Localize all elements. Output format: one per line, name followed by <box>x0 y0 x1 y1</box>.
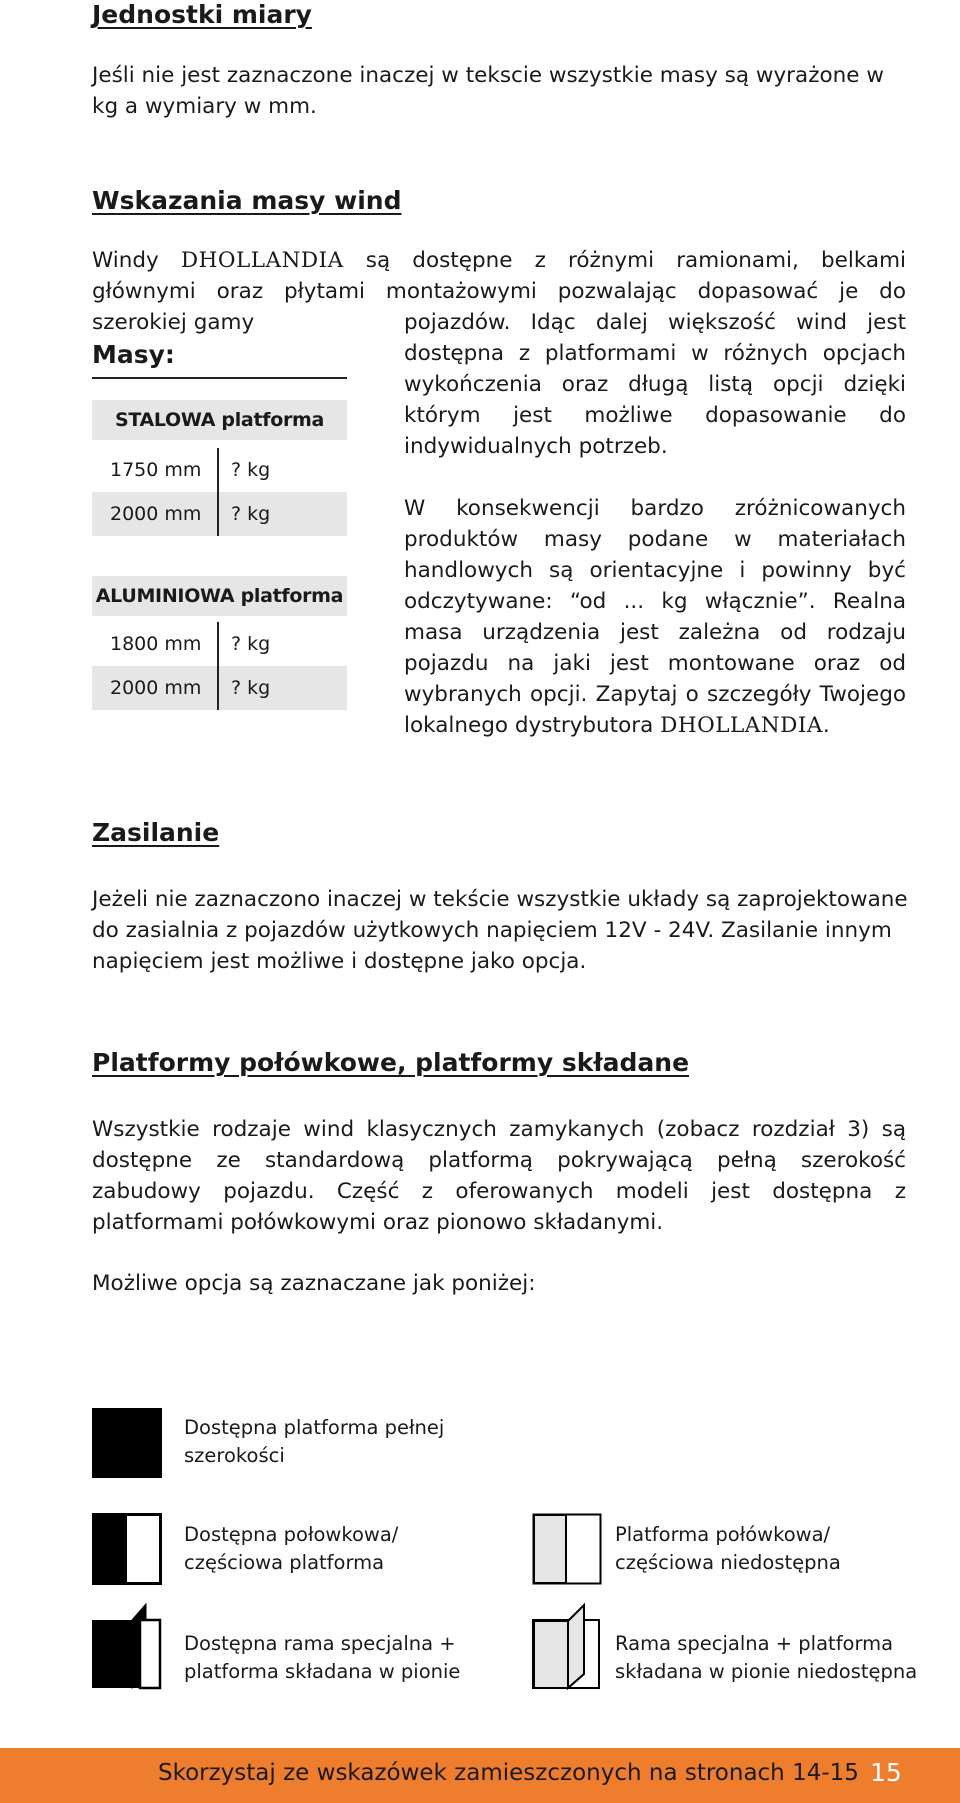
masses-paragraph-2: W konsekwencji bardzo zróżnicowanych produktów masy podane w materiałach handlowych są orientacyjne i powinny być odczytywane: “od ... kg włącznie”. Realna masa urządzenia jest zależna od rodzaju pojazdu na jaki jest montowane oraz od wybranych opcji. Zapytaj o szczegóły Twojego lokalnego dystrybutora DHOLLANDIA. <box>404 496 906 738</box>
folding-platform-unavailable-icon <box>532 1602 602 1690</box>
row-weight: ? kg <box>231 459 271 481</box>
row-weight: ? kg <box>231 677 271 699</box>
units-heading: Jednostki miary <box>92 0 312 29</box>
footer-text: Skorzystaj ze wskazówek zamieszczonych na stronach 14-15 <box>158 1760 859 1786</box>
table-row <box>92 666 347 710</box>
platforms-heading: Platformy połówkowe, platformy składane <box>92 1048 690 1077</box>
brand-name: DHOLLANDIA <box>660 713 823 738</box>
table-row <box>92 622 347 666</box>
row-length: 2000 mm <box>92 666 219 710</box>
legend-intro: Możliwe opcja są zaznaczane jak poniżej: <box>92 1271 536 1296</box>
table-row <box>92 492 347 536</box>
steel-table-header: STALOWA platforma <box>92 400 347 440</box>
page-number: 15 <box>870 1758 902 1787</box>
legend-half-unavailable: Platforma połówkowa/ częściowa niedostępna <box>615 1523 841 1574</box>
power-text: Jeżeli nie zaznaczono inaczej w tekście wszystkie układy są zaprojektowane do zasialnia z pojazdów użytkowych napięciem 12V - 24V. Zasilanie innym napięciem jest możliwe i dostępne jako opcja. <box>92 887 908 974</box>
legend-fold-available: Dostępna rama specjalna + platforma składana w pionie <box>184 1632 461 1683</box>
masses-table-title: Masy: <box>92 340 175 369</box>
row-length: 1750 mm <box>92 448 219 492</box>
row-length: 2000 mm <box>92 492 219 536</box>
footer-bar <box>0 1748 960 1803</box>
masses-paragraph-1: pojazdów. Idąc dalej większość wind jest dostępna z platformami w różnych opcjach wykończenia oraz długą listą opcji dzięki którym jest możliwe dopasowanie do indywidualnych potrzeb. <box>404 310 906 459</box>
masses-heading: Wskazania masy wind <box>92 186 402 215</box>
table-row <box>92 448 347 492</box>
full-platform-icon <box>92 1408 162 1478</box>
brand-name: DHOLLANDIA <box>180 248 344 273</box>
platforms-text: Wszystkie rodzaje wind klasycznych zamykanych (zobacz rozdział 3) są dostępne ze standardową platformą pokrywającą pełną szerokość zabudowy pojazdu. Część z oferowanych modeli jest dostępna z platformami połówkowymi oraz pionowo składanymi. <box>92 1117 906 1235</box>
half-platform-unavailable-icon <box>532 1513 602 1585</box>
aluminium-table-header: ALUMINIOWA platforma <box>92 576 347 616</box>
legend-full-available: Dostępna platforma pełnej szerokości <box>184 1416 445 1467</box>
masses-right-column <box>404 307 906 741</box>
folding-platform-available-icon <box>92 1602 162 1690</box>
row-weight: ? kg <box>231 503 271 525</box>
half-platform-available-icon <box>92 1513 162 1585</box>
power-heading: Zasilanie <box>92 818 220 847</box>
row-weight: ? kg <box>231 633 271 655</box>
masses-table-rule <box>92 377 347 379</box>
legend-half-available: Dostępna połowkowa/ częściowa platforma <box>184 1523 399 1574</box>
masses-intro: Windy DHOLLANDIA są dostępne z różnymi ramionami, belkami głównymi oraz płytami montażowymi pozwalając dopasować je do szerokiej gamy <box>92 248 906 335</box>
units-text: Jeśli nie jest zaznaczone inaczej w tekscie wszystkie masy są wyrażone w kg a wymiary w mm. <box>92 63 884 119</box>
legend-fold-unavailable: Rama specjalna + platforma składana w pionie niedostępna <box>615 1632 918 1683</box>
row-length: 1800 mm <box>92 622 219 666</box>
